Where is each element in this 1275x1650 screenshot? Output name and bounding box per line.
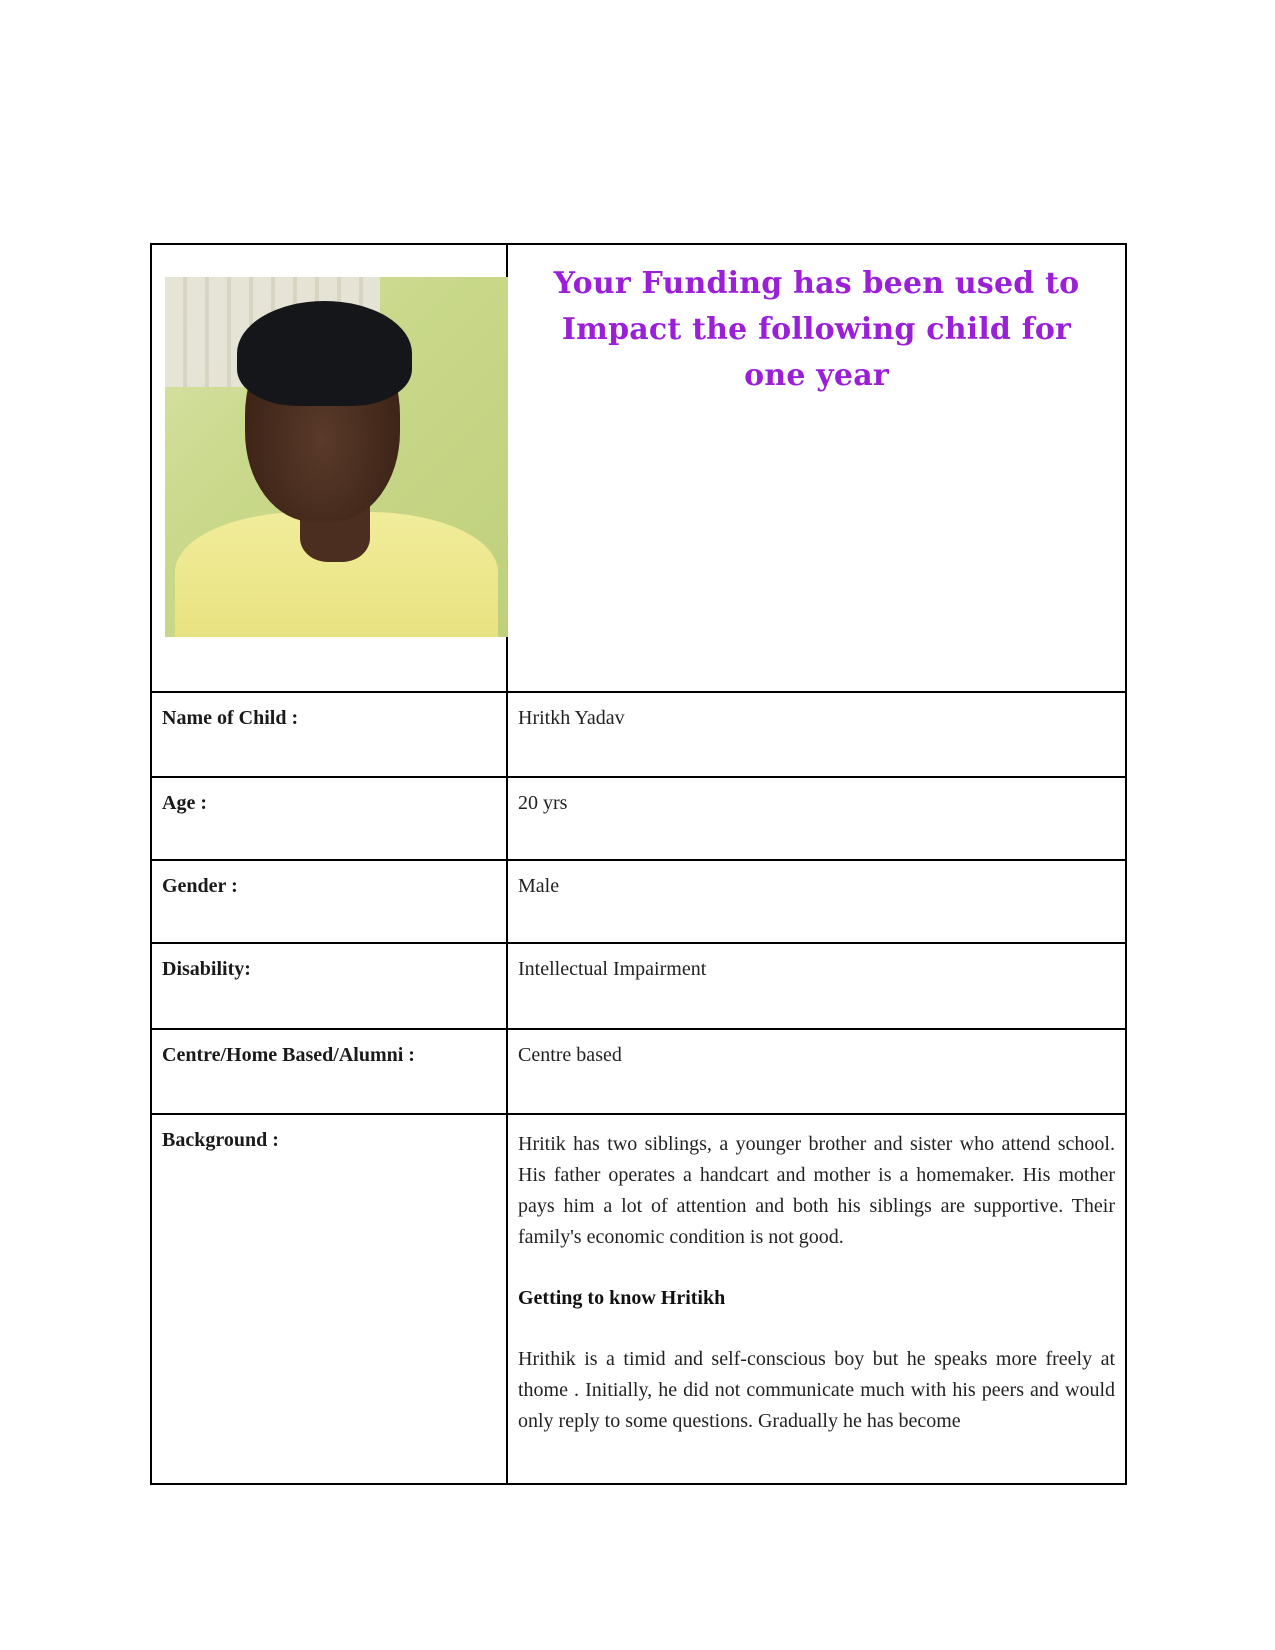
age-value-cell (508, 778, 1125, 859)
background-paragraph: Hritik has two siblings, a younger brother and sister who attend school. His father operates a handcart and mother is a homemaker. His mother pays him a lot of attention and both his siblings are supportive. Their family's economic condition is not good. (518, 1133, 1115, 1248)
background-subheading: Getting to know Hritikh (518, 1287, 726, 1309)
page-heading: Your Funding has been used to Impact the following child for one year (553, 266, 1080, 393)
background-label: Background : (162, 1129, 279, 1151)
background-paragraph-2: Hrithik is a timid and self-conscious boy but he speaks more freely at thome . Initially, he did not communicate much with his peers and would only reply to some questions. Gradually he has become (518, 1348, 1115, 1432)
age-label-cell (152, 778, 508, 859)
centre-row (152, 1028, 1125, 1113)
child-photo (165, 277, 508, 637)
background-label-cell (152, 1115, 508, 1483)
background-value-cell (508, 1115, 1125, 1483)
disability-label: Disability: (162, 958, 251, 980)
name-value: Hritkh Yadav (518, 707, 625, 729)
name-value-cell (508, 693, 1125, 776)
age-row (152, 776, 1125, 859)
header-row (152, 245, 1125, 691)
photo-cell (152, 245, 508, 691)
name-label: Name of Child : (162, 707, 299, 729)
name-row (152, 691, 1125, 776)
centre-label: Centre/Home Based/Alumni : (162, 1044, 415, 1066)
gender-label: Gender : (162, 875, 238, 897)
disability-label-cell (152, 944, 508, 1028)
gender-value-cell (508, 861, 1125, 942)
heading-cell (508, 245, 1125, 691)
gender-row (152, 859, 1125, 942)
age-value: 20 yrs (518, 792, 568, 814)
centre-value-cell (508, 1030, 1125, 1113)
disability-row (152, 942, 1125, 1028)
gender-label-cell (152, 861, 508, 942)
profile-table (150, 243, 1127, 1485)
gender-value: Male (518, 875, 560, 897)
centre-label-cell (152, 1030, 508, 1113)
disability-value: Intellectual Impairment (518, 958, 707, 980)
background-row (152, 1113, 1125, 1483)
disability-value-cell (508, 944, 1125, 1028)
name-label-cell (152, 693, 508, 776)
photo-hair (237, 301, 412, 406)
centre-value: Centre based (518, 1044, 622, 1066)
age-label: Age : (162, 792, 207, 814)
